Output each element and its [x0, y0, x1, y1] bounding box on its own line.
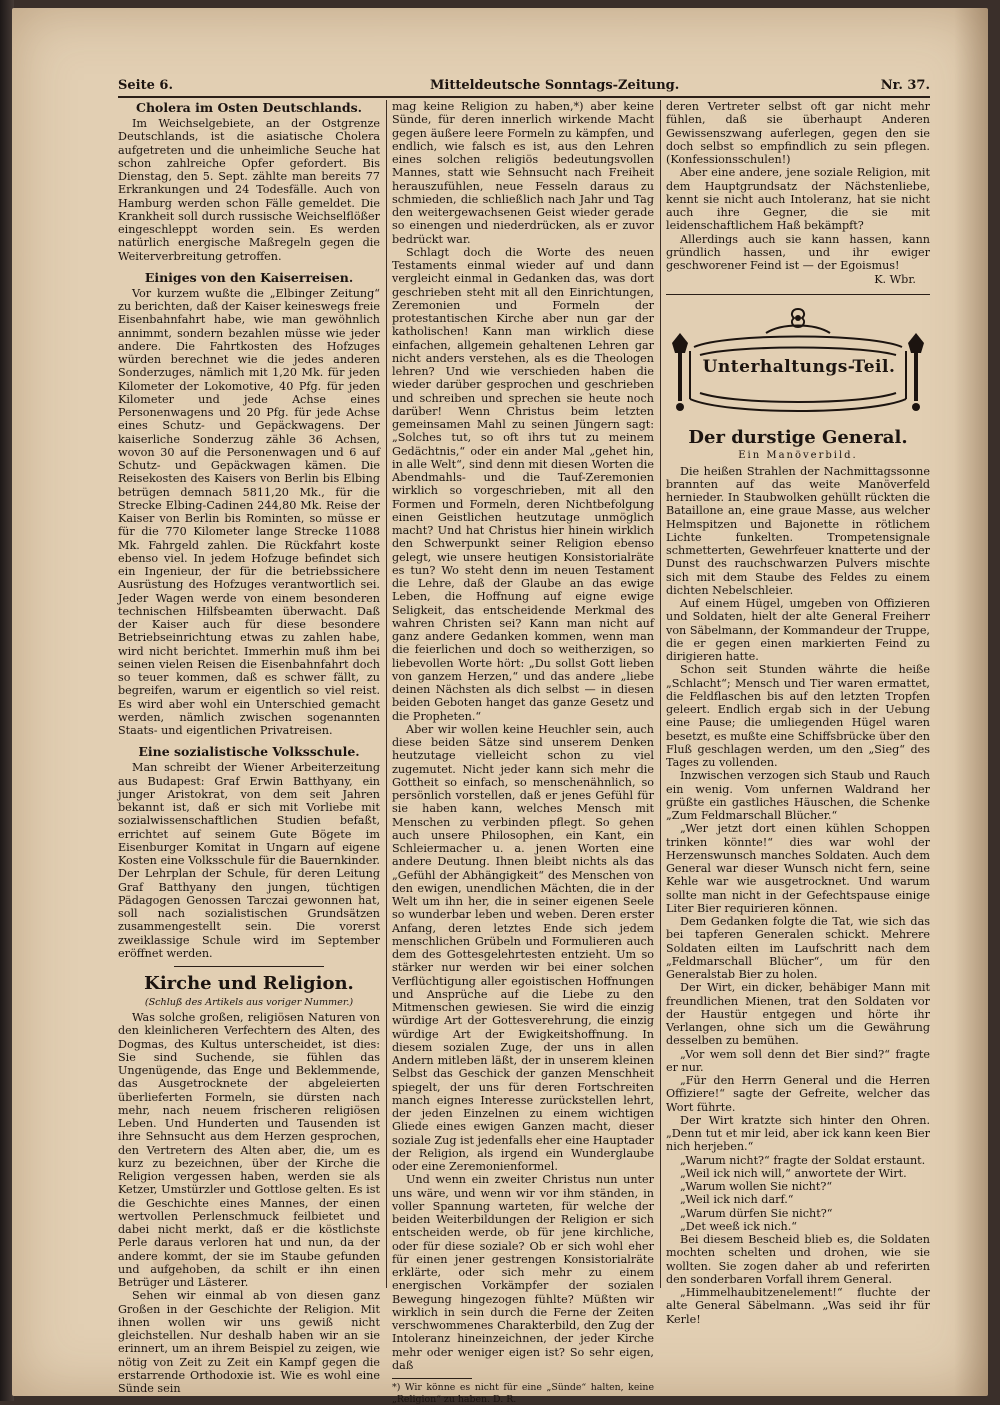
article-paragraph: Man schreibt der Wiener Arbeiterzeitung aus Budapest: Graf Erwin Batthyany, ein junger Aristokrat, von dem seit Jahren bekannt ist, daß er sich mit Vorliebe mit sozialwissenschaftlichen Studien befaßt, errichtet auf seinem Gute Bögete im Eisenburger Komitat in Ungarn auf eigene Kosten eine Volksschule für die Bauernkinder. Der Lehrplan der Schule, für deren Leitung Graf Batthyany den jungen, tüchtigen Pädagogen Genossen Tarczai gewonnen hat, soll nach sozialistischen Grundsätzen zusammengestellt sein. Die vorerst zweiklassige Schule wird im September eröffnet werden. — [118, 761, 380, 960]
story-paragraph: „Warum dürfen Sie nicht?“ — [680, 1206, 833, 1220]
footnote: *) Wir könne es nicht für eine „Sünde“ halten, keine „Religion“ zu haben. D. R. — [392, 1382, 654, 1405]
story-paragraph: Inzwischen verzogen sich Staub und Rauch ein wenig. Vom unfernen Waldrand her grüßte ein gastliches Häuschen, die Schenke „Zum Feldmarschall Blücher.“ — [666, 769, 930, 822]
article-paragraph: mag keine Religion zu haben,*) aber keine Sünde, für deren innerlich wirkende Macht gegen äußere leere Formeln zu kämpfen, und endlich, wie falsch es ist, aus den Lehren eines solchen religiös bedeutungsvollen Mannes, statt wie Sehnsucht nach Freiheit herauszufühlen, neue Fesseln daraus zu schmieden, die schließlich nach Jahr und Tag den weitergewachsenen Geist wieder gerade so einengen und niederdrücken, als er zuvor bedrückt war. — [392, 100, 654, 246]
article-paragraph: deren Vertreter selbst oft gar nicht mehr fühlen, daß sie überhaupt Anderen Gewissenszwang auferlegen, gegen den sie doch selbst so empfindlich zu sein pflegen. (Konfessionsschulen!) — [666, 100, 930, 166]
story-paragraph: „Vor wem soll denn det Bier sind?“ fragte er nur. — [666, 1047, 930, 1074]
newspaper-title: Mitteldeutsche Sonntags-Zeitung. — [430, 78, 680, 93]
article-paragraph: Vor kurzem wußte die „Elbinger Zeitung“ zu berichten, daß der Kaiser keineswegs freie Eisenbahnfahrt habe, wie man gewöhnlich annimmt, sondern bezahlen müsse wie jeder andere. Die Fahrtkosten des Hofzuges würden berechnet wie die jedes anderen Sonderzuges, nämlich mit 1,20 Mk. für jeden Kilometer der Lokomotive, 40 Pfg. für jeden Kilometer und jede Achse eines Personenwagens und 20 Pfg. für jede Achse eines Schutz- und Gepäckwagens. Der kaiserliche Sonderzug zähle 36 Achsen, wovon 30 auf die Personenwagen und 6 auf Schutz- und Gepäckwagen kämen. Die Reisekosten des Kaisers von Berlin bis Elbing betrügen demnach 5811,20 Mk., für die Strecke Elbing-Cadinen 244,80 Mk. Reise der Kaiser von Berlin bis Rominten, so müsse er für die 770 Kilometer lange Strecke 11088 Mk. Fahrgeld zahlen. Die Rückfahrt koste ebenso viel. In jedem Hofzuge befindet sich ein Ingenieur, der für die betriebssichere Ausrüstung des Hofzuges verantwortlich sei. Jeder Wagen werde von einem besonderen technischen Hilfsbeamten überwacht. Daß der Kaiser auch für diese besondere Betriebseinrichtung etwas zu zahlen habe, wird nicht berichtet. Immerhin muß ihm bei seinen vielen Reisen die Eisenbahnfahrt doch so teuer kommen, daß es schwer fällt, zu begreifen, warum er eigentlich so viel reist. Es wird aber wohl ein Unterschied gemacht werden, nämlich zwischen sogenannten Staats- und eigentlichen Privatreisen. — [118, 286, 380, 737]
page-number: Seite 6. — [118, 78, 173, 93]
story-paragraph: Dem Gedanken folgte die Tat, wie sich das bei tapferen Generalen schickt. Mehrere Soldaten eilten im Laufschritt nach dem „Feldmarschall Blücher“, um für den Generalstab Bier zu holen. — [666, 915, 930, 981]
article-paragraph: Was solche großen, religiösen Naturen von den kleinlicheren Verfechtern des Alten, des Dogmas, des Kultus unterscheidet, ist dies: Sie sind Suchende, sie fühlen das Ungenügende, das Enge und Beklemmende, das Ausgetrocknete der abgeleierten überlieferten Formeln, sie dürsten nach mehr, nach neuem frischeren religiösen Leben. Und Hunderten und Tausenden ist ihre Sehnsucht aus dem Herzen gesprochen, den Vertretern des Alten aber, die, um es kurz zu bezeichnen, über der Kirche die Religion vergessen haben, werden sie als Ketzer, Umstürzler und Gottlose gelten. Es ist die Geschichte eines Mannes, der einen wertvollen Perlenschmuck feilbietet und dabei nicht merkt, daß er die köstlichste Perle daraus verloren hat und nun, da der andere kommt, der sie im Staube gefunden und aufgehoben, da schilt er ihn einen Betrüger und Lästerer. — [118, 1011, 380, 1289]
article-paragraph: Sehen wir einmal ab von diesen ganz Großen in der Geschichte der Religion. Mit ihnen wollen wir uns gewiß nicht gleichstellen. Nur deshalb haben wir an sie erinnert, um an ihrem Beispiel zu zeigen, wie nötig von Zeit zu Zeit ein Kampf gegen die erstarrende Orthodoxie ist. Wie es wohl eine Sünde sein — [118, 1289, 380, 1395]
story-paragraph: „Warum nicht?“ fragte der Soldat erstaunt. — [680, 1153, 926, 1167]
header-rule — [118, 96, 930, 98]
article-paragraph: Im Weichselgebiete, an der Ostgrenze Deutschlands, ist die asiatische Cholera aufgetreten und die unheimliche Seuche hat schon zahlreiche Opfer gefordert. Bis Dienstag, den 5. Sept. zählte man bereits 77 Erkrankungen und 24 Todesfälle. Auch von Hamburg werden schon Fälle gemeldet. Die Krankheit soll durch russische Weichselflößer eingeschleppt worden sein. Es werden natürlich energische Maßregeln gegen die Weiterverbreitung getroffen. — [118, 117, 380, 263]
story-paragraph: „Warum wollen Sie nicht?“ — [680, 1180, 833, 1193]
section-rule — [174, 966, 324, 967]
story-paragraph: Auf einem Hügel, umgeben von Offizieren und Soldaten, hielt der alte General Freiherr von Säbelmann, der Kommandeur der Truppe, die er gegen einen markierten Feind zu dirigieren hatte. — [666, 597, 930, 663]
story-paragraph: „Weil ick nich will,“ anwortete der Wirt. — [680, 1166, 907, 1180]
story-paragraph: „Himmelhaubitzenelement!“ fluchte der alte General Säbelmann. „Was seid ihr für Kerle! — [666, 1286, 930, 1326]
footnote-rule — [392, 1378, 472, 1379]
column-divider — [386, 100, 387, 1288]
story-paragraph: Die heißen Strahlen der Nachmittagssonne brannten auf das weite Manöverfeld hernieder. In Staubwolken gehüllt rückten die Bataillone an, eine graue Masse, aus welcher Helmspitzen und Bajonette in rötlichem Lichte funkelten. Trompetensignale schmetterten, Gewehrfeuer knatterte und der Dunst des rauchschwarzen Pulvers mischte sich mit dem Staube des Feldes zu einem dichten Nebelschleier. — [666, 464, 930, 597]
article-paragraph: Allerdings auch sie kann hassen, kann gründlich hassen, und ihr ewiger geschworener Feind ist — der Egoismus! — [666, 232, 930, 272]
story-paragraph: „Für den Herrn General und die Herren Offiziere!“ sagte der Gefreite, welcher das Wort führte. — [666, 1074, 930, 1114]
article-paragraph: Und wenn ein zweiter Christus nun unter uns wäre, und wenn wir vor ihm ständen, in voller Spannung warteten, für welche der beiden Weiterbildungen der Religion er sich entscheiden werde, ob für jene kirchliche, oder für diese soziale? Ob er sich wohl eher für einen jener gestrengen Konsistorialräte erklärte, oder sich mehr zu einem energischen Vorkämpfer der sozialen Bewegung hingezogen fühlte? Müßten wir wirklich in sein durch die Ferne der Zeiten verschwommenes Charakterbild, den Zug der Intoleranz hineinzeichnen, der jeder Kirche mehr oder weniger eigen ist? So sehr eigen, daß — [392, 1173, 654, 1372]
story-paragraph: „Wer jetzt dort einen kühlen Schoppen trinken könnte!“ dies war wohl der Herzenswunsch manches Soldaten. Auch dem General war dieser Wunsch nicht fern, seine Kehle war wie ausgetrocknet. Und warum sollte man nicht in der Gefechtspause einige Liter Bier requirieren können. — [666, 822, 930, 915]
headline-cholera: Cholera im Osten Deutschlands. — [136, 100, 362, 115]
author-signature: K. Wbr. — [874, 273, 916, 287]
article-paragraph: Schlagt doch die Worte des neuen Testaments einmal wieder auf und dann vergleicht einmal in Gedanken das, was dort geschrieben steht mit all den Einrichtungen, Zeremonien und Formeln der protestantischen Kirche aber nun gar der katholischen! Kann man wirklich diese einfachen, allgemein gehaltenen Lehren gar nicht anders verstehen, als es die Theologen lehren? Und wie verschieden haben die wieder darüber gesprochen und geschrieben und schreiben und sprechen sie heute noch darüber! Wenn Christus beim letzten gemeinsamen Mahl zu seinen Jüngern sagt: „Solches tut, so oft ihrs tut zu meinem Gedächtnis,“ oder ein ander Mal „gehet hin, in alle Welt“, sind denn mit diesen Worten die Abendmahls- und die Tauf-Zeremonien wirklich so vorgeschrieben, mit all den Formen und Formeln, deren Nichtbefolgung einen Geistlichen heutzutage unmöglich macht? Und hat Christus hier hinein wirklich den Schwerpunkt seiner Religion ebenso gelegt, wie unsere heutigen Konsistorialräte es tun? Wo steht denn im neuen Testament die Lehre, daß der Glaube an das ewige Leben, die Hoffnung auf eigne ewige Seligkeit, das entscheidende Merkmal des wahren Christen sei? Kann man nicht auf ganz andere Gedanken kommen, wenn man die feierlichen und doch so weitherzigen, so liebevollen Worte hört: „Du sollst Gott lieben von ganzem Herzen,“ und das andere „liebe deinen Nächsten als dich selbst — in diesen beiden Geboten hanget das ganze Gesetz und die Propheten.“ — [392, 245, 654, 723]
issue-number: Nr. 37. — [880, 78, 930, 93]
section-rule — [666, 294, 930, 295]
story-paragraph: „Weil ick nich darf.“ — [680, 1193, 794, 1207]
story-paragraph: Bei diesem Bescheid blieb es, die Soldaten mochten schelten und drohen, wie sie wollten. Sie zogen daher ab und referirten den sonderbaren Vorfall ihrem General. — [666, 1233, 930, 1286]
article-subtitle: (Schluß des Artikels aus voriger Nummer.) — [144, 997, 354, 1008]
article-paragraph: Aber eine andere, jene soziale Religion, mit dem Hauptgrundsatz der Nächstenliebe, kennt sie nicht auch Intoleranz, hat sie nicht auch ihre Gegner, die sie mit leidenschaftlichem Haß bekämpft? — [666, 166, 930, 233]
column-1 — [118, 100, 380, 1395]
story-paragraph: Der Wirt kratzte sich hinter den Ohren. „Denn tut et mir leid, aber ick kann keen Bier nich herjeben.“ — [666, 1113, 930, 1154]
headline-volksschule: Eine sozialistische Volksschule. — [138, 744, 360, 760]
headline-kirche-religion: Kirche und Religion. — [144, 973, 354, 994]
story-title: Der durstige General. — [688, 426, 908, 448]
story-paragraph: „Det weeß ick nich.“ — [680, 1219, 797, 1233]
article-paragraph: Aber wir wollen keine Heuchler sein, auch diese beiden Sätze sind unserem Denken heutzutage vielleicht schon zu viel zugemutet. Nicht jeder kann sich mehr die Gottheit so einfach, so menschenähnlich, so persönlich vorstellen, daß er jenes Gefühl für sie haben kann, welches Mensch mit Menschen zu verbinden pflegt. So gehen auch unsere Philosophen, ein Kant, ein Schleiermacher u. a. jenen Worten eine andere Deutung. Ihnen bleibt nichts als das „Gefühl der Abhängigkeit“ des Menschen von den ewigen, unendlichen Mächten, die in der Welt um ihn her, die in seiner eigenen Seele so wunderbar leben und weben. Deren erster Anfang, deren letztes Ende sich jedem menschlichen Grübeln und Formulieren auch dem des Gottesgelehrtesten entzieht. Um so stärker nur werden wir bei einer solchen Verflüchtigung aller egoistischen Hoffnungen und Ansprüche auf die Liebe zu den Mitmenschen gewiesen. Sie wird die einzig würdige Art der Gottesverehrung, die einzig würdige Art der Ewigkeitshoffnung. In diesem sozialen Zuge, der uns in allen Andern mitleben läßt, der in unserem kleinen Selbst das Geschick der ganzen Menschheit spiegelt, der uns für deren Fortschreiten manch eignes Interesse zurückstellen lehrt, der jeden Einzelnen zu einem wichtigen Gliede eines ewigen Ganzen macht, dieser soziale Zug ist jedenfalls eher eine Hauptader der Religion, als irgend ein Wunderglaube oder eine Zeremonienformel. — [392, 722, 654, 1173]
headline-kaiserreisen: Einiges von den Kaiserreisen. — [144, 269, 354, 285]
story-paragraph: Schon seit Stunden währte die heiße „Schlacht“; Mensch und Tier waren ermattet, die Feldflaschen bis auf den letzten Tropfen geleert. Endlich ergab sich in der Uebung eine Pause; die umliegenden Hügel waren besetzt, es mußte eine Schiffsbrücke über den Fluß geschlagen werden, um den „Sieg“ des Tages zu vollenden. — [666, 663, 930, 769]
entertainment-banner — [666, 303, 930, 423]
story-paragraph: Der Wirt, ein dicker, behäbiger Mann mit freundlichen Mienen, trat den Soldaten vor der Haustür entgegen und hörte ihr Verlangen, ohne sich um die Gewährung desselben zu bemühen. — [666, 981, 930, 1048]
column-3 — [666, 100, 930, 1326]
column-divider — [660, 100, 661, 1288]
column-2 — [392, 100, 654, 1405]
story-subtitle: Ein Manöverbild. — [738, 449, 858, 461]
page-edge-shadow — [954, 8, 988, 1396]
banner-title: Unterhaltungs-Teil. — [702, 356, 896, 377]
